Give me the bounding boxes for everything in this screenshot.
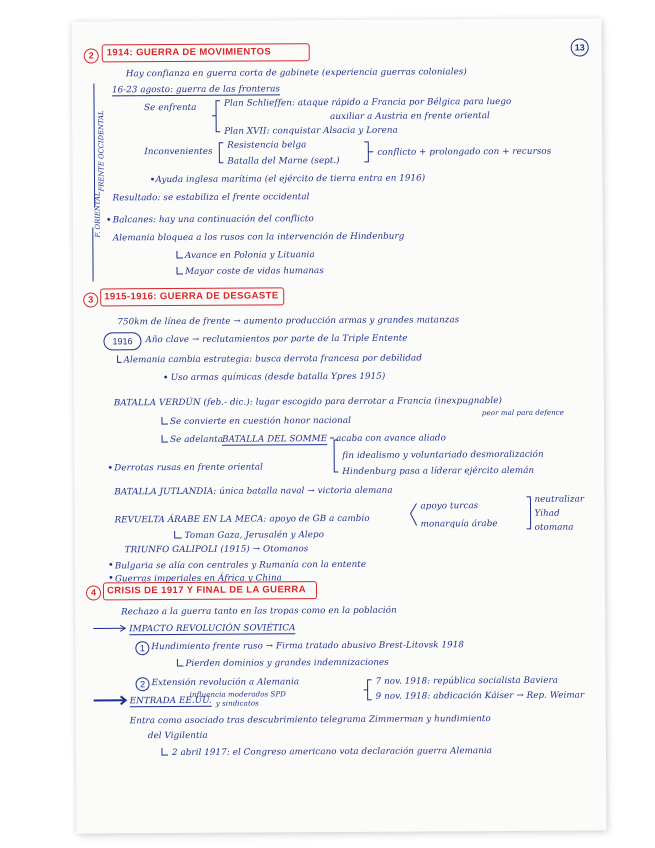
notebook-page <box>72 18 607 833</box>
s2-line-13: REVUELTA ÁRABE EN LA MECA: apoyo de GB a cambio <box>114 513 370 526</box>
s3-line-6a: 7 nov. 1918: república socialista Baviera <box>375 675 559 687</box>
s2-line-8: fin idealismo y voluntariado desmoralización <box>342 449 544 461</box>
s1-line-8: Balcanes: hay una continuación del conflicto <box>112 214 314 226</box>
s2-line-7c: acaba con avance aliado <box>336 433 446 445</box>
s3-line-5b: influencia moderados SPD <box>189 690 286 699</box>
s3-line-8: Entra como asociado tras descubrimiento telegrama Zimmerman y hundimiento <box>129 714 491 727</box>
s2-line-12d: otomana <box>534 522 574 533</box>
s2-line-14: Toman Gaza, Jerusalén y Alepo <box>184 530 325 541</box>
s1-line-10: Avance en Polonia y Lituania <box>184 250 315 261</box>
s3-line-2: IMPACTO REVOLUCIÓN SOVIÉTICA <box>129 623 296 635</box>
s2-line-4: Uso armas químicas (desde batalla Ypres 1915) <box>170 371 386 384</box>
s2-line-1: 750km de línea de frente → aumento producción armas y grandes matanzas <box>117 315 460 328</box>
s1-line-2: 16-23 agosto: guerra de las fronteras <box>111 84 281 96</box>
s2-line-3: Alemania cambia estrategia: busca derrota francesa por debilidad <box>123 353 423 366</box>
s3-line-3: Hundimiento frente ruso → Firma tratado abusivo Brest-Litovsk 1918 <box>151 640 465 653</box>
s2-battle-somme: BATALLA DEL SOMME <box>222 434 328 445</box>
s1-line-5d: conflicto + prolongado con + recursos <box>377 146 552 158</box>
s3-line-1: Rechazo a la guerra tanto en las tropas como en la población <box>121 605 397 618</box>
section-3-title: CRISIS DE 1917 Y FINAL DE LA GUERRA <box>106 584 306 597</box>
s2-line-10: Derrotas rusas en frente oriental <box>114 462 264 474</box>
s2-line-15: TRIUNFO GALIPOLI (1915) → Otomanos <box>124 544 309 556</box>
s1-line-7: Resultado: se estabiliza el frente occidental <box>112 192 310 204</box>
ink-strokes <box>72 18 607 833</box>
s3-point-1: 1 <box>135 641 149 655</box>
s3-line-10: 2 abril 1917: el Congreso americano vota declaración guerra Alemania <box>171 746 493 759</box>
s1-line-11: Mayor coste de vidas humanas <box>185 266 324 277</box>
s3-line-6b: 9 nov. 1918: abdicación Káiser → Rep. Weimar <box>375 690 585 702</box>
s1-line-4: Plan XVII: conquistar Alsacia y Lorena <box>224 125 398 137</box>
s2-line-7a: Se adelanta <box>170 434 224 446</box>
s2-line-13b: monarquía árabe <box>420 519 498 530</box>
s1-line-6: Ayuda inglesa marítima (el ejército de tierra entra en 1916) <box>155 173 426 186</box>
year-1916-circle: 1916 <box>103 332 141 350</box>
s2-line-12b: neutralizar <box>534 494 585 505</box>
s1-line-3c: auxiliar a Austria en frente oriental <box>330 111 490 123</box>
s2-line-12a: apoyo turcas <box>420 501 479 512</box>
s1-line-3b: Plan Schlieffen: ataque rápido a Francia por Bélgica para luego <box>223 96 512 109</box>
s1-line-1: Hay confianza en guerra corta de gabinete (experiencia guerras coloniales) <box>125 67 467 80</box>
page-number: 13 <box>571 38 589 56</box>
s2-line-5a: BATALLA VERDÚN (feb.- dic.): lugar escogido para derrotar a Francia (inexpugnable) <box>113 396 502 409</box>
s1-line-5b: Resistencia belga <box>227 140 307 151</box>
s1-line-3a: Se enfrenta <box>144 102 197 114</box>
section-2-number: 3 <box>83 292 98 307</box>
s2-line-17: Guerras imperiales en África y China <box>114 573 282 585</box>
s3-line-4: Pierden dominios y grandes indemnizaciones <box>185 657 389 669</box>
s1-line-9: Alemania bloquea a los rusos con la intervención de Hindenburg <box>112 231 405 244</box>
s2-line-9: Hindenburg pasa a líderar ejército alemán <box>342 465 535 477</box>
s2-line-12c: Yihad <box>534 508 560 519</box>
s1-line-5c: Batalla del Marne (sept.) <box>227 155 340 167</box>
section-1-number: 2 <box>84 48 99 63</box>
side-label-frente-occidental: FRENTE OCCIDENTAL <box>97 110 106 192</box>
section-3-number: 4 <box>86 585 101 600</box>
section-2-title: 1915-1916: GUERRA DE DESGASTE <box>104 290 279 303</box>
s2-line-6: Se convierte en cuestión honor nacional <box>169 415 352 428</box>
s2-line-11: BATALLA JUTLANDIA: única batalla naval → victoria alemana <box>114 485 393 498</box>
s3-line-7: ENTRADA EE.UU. <box>129 695 212 707</box>
s1-line-5a: Inconvenientes <box>144 146 213 158</box>
s2-line-2: Año clave → reclutamientos por parte de la Triple Entente <box>145 333 408 346</box>
section-1-title: 1914: GUERRA DE MOVIMIENTOS <box>106 46 272 59</box>
s3-point-2: 2 <box>136 677 150 691</box>
side-label-frente-oriental: F. ORIENTAL <box>93 191 102 238</box>
s2-line-5b: peor mal para defence <box>481 408 565 418</box>
s2-line-16: Bulgaria se alía con centrales y Rumanía con la entente <box>114 559 367 572</box>
s3-line-9: del Vigilentia <box>147 730 208 742</box>
s3-line-5c: y sindicatos <box>215 699 259 708</box>
s3-line-5: Extensión revolución a Alemania <box>151 677 300 689</box>
